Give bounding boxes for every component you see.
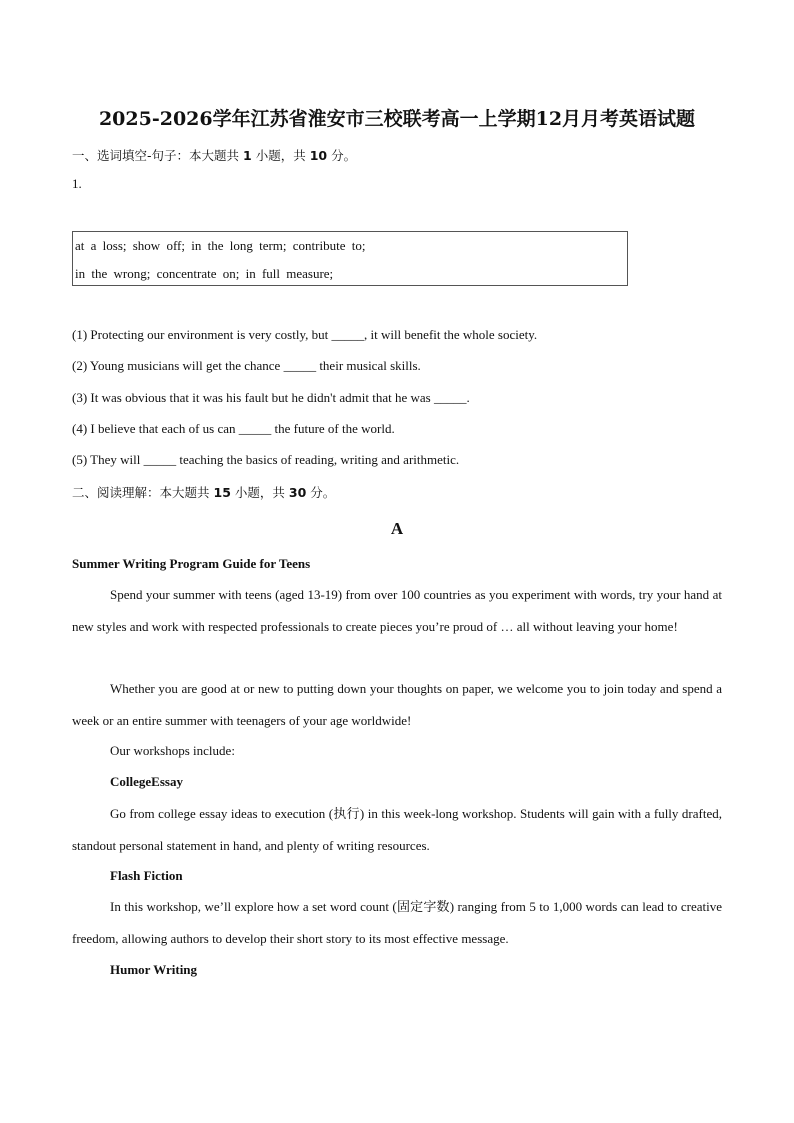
word-bank-row-1: at a loss; show off; in the long term; contribute to; — [75, 238, 366, 253]
paragraph-2: Whether you are good at or new to putting down your thoughts on paper, we welcome you to join today and spend a week or an entire summer with teenagers of your age worldwide! — [72, 681, 722, 728]
section-two-end: 分。 — [310, 485, 336, 500]
section-one-mid: 小题，共 — [255, 148, 306, 163]
sentence-4: (4) I believe that each of us can _____ the future of the world. — [72, 421, 395, 436]
page-title: 2025-2026学年江苏省淮安市三校联考高一上学期12月月考英语试题 — [98, 108, 696, 130]
section-one-count: 1 — [243, 148, 252, 163]
paragraph-1: Spend your summer with teens (aged 13-19) from over 100 countries as you experiment with words, try your hand at new styles and work with respected professionals to create pieces you’re proud of … all without leaving your home! — [72, 587, 722, 634]
workshop-humor-writing-title: Humor Writing — [110, 962, 198, 977]
section-two-count: 15 — [213, 485, 231, 500]
section-one-end: 分。 — [331, 148, 357, 163]
question-number: 1. — [72, 176, 82, 191]
word-bank-box — [72, 231, 628, 286]
passage-label: A — [390, 519, 404, 538]
section-one-score: 10 — [309, 148, 328, 163]
passage-title: Summer Writing Program Guide for Teens — [72, 556, 311, 571]
workshops-intro: Our workshops include: — [110, 743, 235, 758]
sentence-5: (5) They will _____ teaching the basics of reading, writing and arithmetic. — [72, 452, 460, 467]
section-two-score: 30 — [288, 485, 307, 500]
section-two-label: 二、阅读理解：本大题共 — [72, 485, 210, 500]
section-two-heading — [72, 483, 335, 501]
workshop-flash-fiction-text: In this workshop, we’ll explore how a set word count (固定字数) ranging from 5 to 1,000 words can lead to creative freedom, allowing authors to develop their short story to its most effective message. — [72, 899, 722, 946]
workshop-flash-fiction-title: Flash Fiction — [110, 868, 183, 883]
word-bank-row-2: in the wrong; concentrate on; in full measure; — [75, 266, 334, 281]
sentence-3: (3) It was obvious that it was his fault but he didn't admit that he was _____. — [72, 390, 470, 405]
section-two-mid: 小题，共 — [234, 485, 285, 500]
section-one-label: 一、选词填空-句子：本大题共 — [72, 148, 240, 163]
workshop-college-essay-text: Go from college essay ideas to execution (执行) in this week-long workshop. Students will gain with a fully drafted, standout personal statement in hand, and plenty of writing resources. — [72, 806, 722, 853]
workshop-college-essay-title: CollegeEssay — [110, 774, 183, 789]
section-one-heading — [72, 146, 356, 164]
sentence-2: (2) Young musicians will get the chance _____ their musical skills. — [72, 358, 421, 373]
sentence-1: (1) Protecting our environment is very costly, but _____, it will benefit the whole society. — [72, 327, 538, 342]
